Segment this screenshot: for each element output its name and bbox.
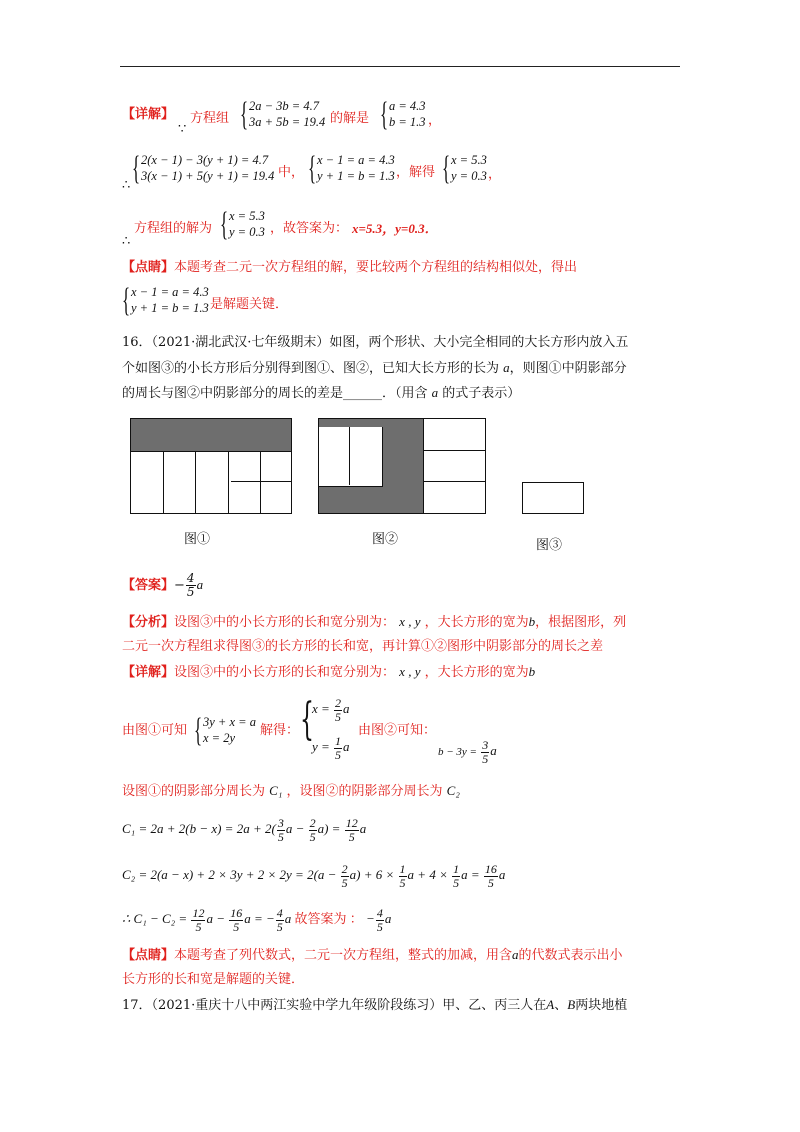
comma: ， (488, 167, 502, 182)
line3-text-2: ，故答案为： (270, 221, 349, 236)
system-e: { x = 5.3 y = 0.3 (442, 150, 487, 187)
detail1-tag: 【详解】 (122, 107, 175, 122)
q16-line2: 个如图③的小长方形后分别得到图①、图②，已知大长方形的长为 a，则图①中阴影部分 (122, 360, 627, 376)
analysis-line1: 【分析】设图③中的小长方形的长和宽分别为： x , y ，大长方形的宽为b，根据图形，列 (122, 614, 627, 630)
system-d: { x − 1 = a = 4.3 y + 1 = b = 1.3 (308, 150, 395, 187)
solution-x: x = $\frac{2}{5}$ a (312, 695, 350, 724)
b-minus-3y: b − 3y = $\frac{3}{5}$ a (438, 737, 497, 766)
c2-equation: C₂ = 2(a − x) + 2 × 3y + 2 × 2y = 2(a − $\frac{2}{5}$ a) + 6 × $\frac{1}{5}$ a + 4 × $\frac{1}{5}$ a = $\frac{16}{5}$ a (122, 861, 506, 890)
figure-2-block-left (319, 427, 383, 487)
figure-1 (130, 418, 292, 514)
comma: ， (428, 113, 442, 128)
analysis-line2: 二元一次方程组求得图③的长方形的长和宽，再计算①②图形中阴影部分的周长之差 (122, 639, 604, 654)
from-figure-2: 由图②可知： (358, 723, 437, 738)
figure-2-caption: 图② (372, 532, 399, 547)
q16-line3: 的周长与图②中阴影部分的周长的差是______．（用含 a 的式子表示） (122, 385, 521, 401)
therefore-symbol: ∴ (122, 234, 131, 249)
figure-2 (318, 418, 486, 514)
system-c: { 2(x − 1) − 3(y + 1) = 4.7 3(x − 1) + 5(y + 1) = 19.4 (132, 150, 275, 187)
point1-tail: 是解题关键． (210, 297, 289, 312)
detail2-line1: 【详解】设图③中的小长方形的长和宽分别为： x , y ，大长方形的宽为b (122, 664, 536, 680)
figure-1-caption: 图① (184, 532, 211, 547)
detail1-text-2: 的解是 (330, 111, 370, 126)
figure-3-caption: 图③ (536, 538, 563, 553)
perimeter-definitions: 设图①的阴影部分周长为 C₁ ，设图②的阴影部分周长为 C₂ (122, 783, 460, 799)
header-rule (120, 66, 680, 67)
system-f: { x = 5.3 y = 0.3 (220, 206, 265, 243)
figure-3 (522, 482, 584, 514)
line2-text-1: 中， (278, 165, 305, 180)
line3-text-1: 方程组的解为 (134, 221, 213, 236)
therefore-symbol: ∴ (122, 178, 131, 193)
because-symbol: ∵ (178, 122, 187, 137)
q16-line1: 16．（2021·湖北武汉·七年级期末）如图，两个形状、大小完全相同的大长方形内放入五 (122, 335, 629, 350)
point2-line2: 长方形的长和宽是解题的关键． (122, 972, 305, 987)
point1: 【点睛】本题考查二元一次方程组的解，要比较两个方程组的结构相似处，得出 (122, 260, 578, 275)
line2-text-2: ，解得 (396, 165, 436, 180)
line3-answer: x=5.3，y=0.3． (352, 221, 438, 236)
point2-line1: 【点睛】本题考查了列代数式，二元一次方程组，整式的加减，用含a的代数式表示出小 (122, 947, 623, 963)
from-figure-1: 由图①可知 (122, 723, 188, 738)
figure-1-shade (131, 419, 291, 451)
solution-brace: { (300, 694, 314, 745)
solve-label: 解得： (260, 723, 300, 738)
q17: 17．（2021·重庆十八中两江实验中学九年级阶段练习）甲、乙、丙三人在A、B两块地植 (122, 997, 628, 1013)
system-a: { 2a − 3b = 4.7 3a + 5b = 19.4 (240, 96, 326, 133)
system-b: { a = 4.3 b = 1.3 (380, 96, 426, 133)
c1-equation: C₁ = 2a + 2(b − x) = 2a + 2( $\frac{3}{5}$ a − $\frac{2}{5}$ a) = $\frac{12}{5}$ a (122, 815, 367, 844)
difference-equation: ∴ C₁ − C₂ = $\frac{12}{5}$ a − $\frac{16}{5}$ a = − $\frac{4}{5}$ a 故答案为 ： − $\frac{4}{5}$ a (122, 905, 392, 934)
detail1-text-1: 方程组 (190, 111, 230, 126)
answer: 【答案】− $\frac{4}{5}$ a (122, 571, 204, 599)
solution-y: y = $\frac{1}{5}$ a (312, 733, 350, 762)
system-g: { x − 1 = a = 4.3 y + 1 = b = 1.3 (122, 282, 209, 319)
system-h: { 3y + x = a x = 2y (194, 712, 256, 749)
figure-2-block-right (423, 419, 485, 513)
